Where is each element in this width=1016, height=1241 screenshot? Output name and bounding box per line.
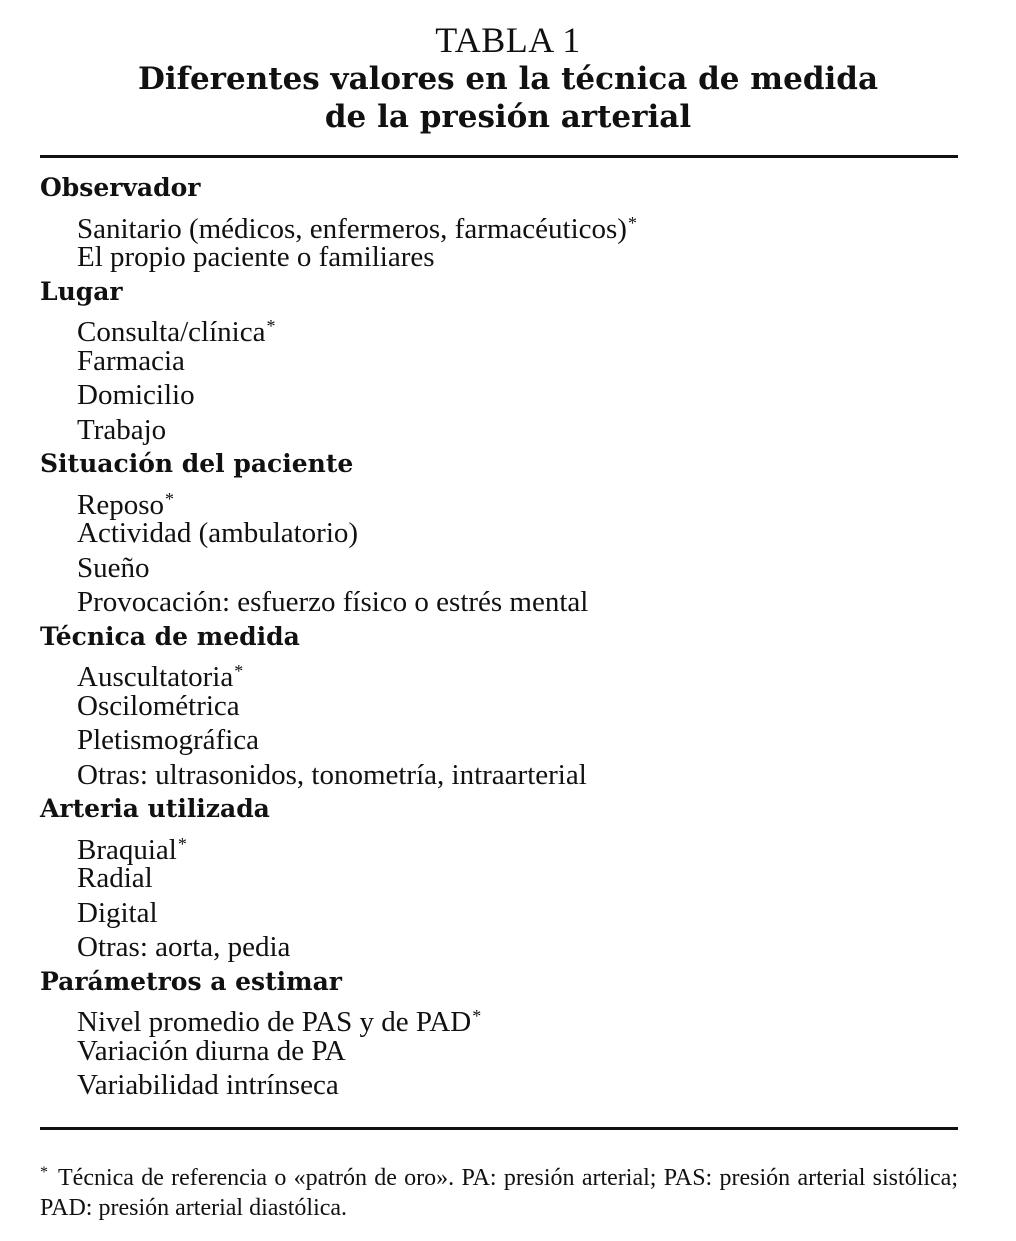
item-text: Trabajo <box>77 413 167 446</box>
item-text: Sanitario (médicos, enfermeros, farmacéuticos) <box>77 212 627 245</box>
reference-asterisk: * <box>472 1006 482 1026</box>
section-item <box>40 551 958 586</box>
item-text: Radial <box>77 862 153 894</box>
table-title <box>60 60 956 136</box>
item-text: Variabilidad intrínseca <box>77 1069 339 1101</box>
item-text: Farmacia <box>77 344 185 377</box>
table-body <box>40 171 958 1103</box>
item-text: Otras: aorta, pedia <box>77 931 291 963</box>
section-item <box>40 654 958 693</box>
item-text: Reposo <box>77 488 164 521</box>
item-text: Oscilométrica <box>77 689 240 722</box>
item-text: Auscultatoria <box>77 661 234 693</box>
section-item <box>40 378 958 413</box>
section-item <box>40 1034 958 1069</box>
section-header: Lugar <box>40 276 123 306</box>
section-item <box>40 861 958 896</box>
section-header: Observador <box>40 173 201 202</box>
item-text: Domicilio <box>77 379 195 411</box>
section-header: Parámetros a estimar <box>40 966 342 996</box>
section-item <box>40 206 958 245</box>
table-title-line-2: de la presión arterial <box>324 99 692 135</box>
item-text: Pletismográfica <box>77 724 260 756</box>
section-item <box>40 413 958 448</box>
table-number: TABLA 1 <box>435 20 581 60</box>
section-header: Situación del paciente <box>40 449 354 478</box>
item-text: Provocación: esfuerzo físico o estrés mental <box>77 586 589 618</box>
item-text: Braquial <box>77 833 177 866</box>
reference-asterisk: * <box>627 212 637 233</box>
reference-asterisk: * <box>266 316 276 336</box>
bottom-rule <box>40 1127 958 1130</box>
table-footnote <box>40 1158 958 1223</box>
item-text: Digital <box>77 896 158 929</box>
section-item <box>40 896 958 931</box>
footnote-text: Técnica de referencia o «patrón de oro». PA: presión arterial; PAS: presión arterial sistólica; PAD: presión arterial diastólica. <box>40 1165 958 1221</box>
item-text: Variación diurna de PA <box>77 1034 346 1067</box>
section-item <box>40 827 958 866</box>
section-item <box>40 344 958 379</box>
section-item <box>40 240 958 275</box>
section-header: Técnica de medida <box>40 621 300 651</box>
reference-asterisk: * <box>177 833 187 854</box>
reference-asterisk: * <box>165 488 174 509</box>
section-item <box>40 516 958 551</box>
item-text: Consulta/clínica <box>77 316 266 348</box>
section-item <box>40 309 958 348</box>
section-item <box>40 1068 958 1103</box>
item-text: Otras: ultrasonidos, tonometría, intraarterial <box>77 758 587 791</box>
section-item <box>40 723 958 758</box>
section-item <box>40 999 958 1038</box>
reference-asterisk: * <box>234 661 244 681</box>
section-header: Arteria utilizada <box>40 794 270 823</box>
footnote-asterisk: * <box>40 1164 48 1181</box>
item-text: El propio paciente o familiares <box>77 241 435 273</box>
item-text: Nivel promedio de PAS y de PAD <box>77 1006 472 1038</box>
section-item <box>40 930 958 965</box>
section-item <box>40 585 958 620</box>
section-item <box>40 689 958 724</box>
item-text: Actividad (ambulatorio) <box>77 517 359 549</box>
section-item <box>40 758 958 793</box>
table-title-line-1: Diferentes valores en la técnica de medida <box>137 61 879 97</box>
section-item <box>40 482 958 521</box>
top-rule <box>40 155 958 158</box>
item-text: Sueño <box>77 551 150 584</box>
